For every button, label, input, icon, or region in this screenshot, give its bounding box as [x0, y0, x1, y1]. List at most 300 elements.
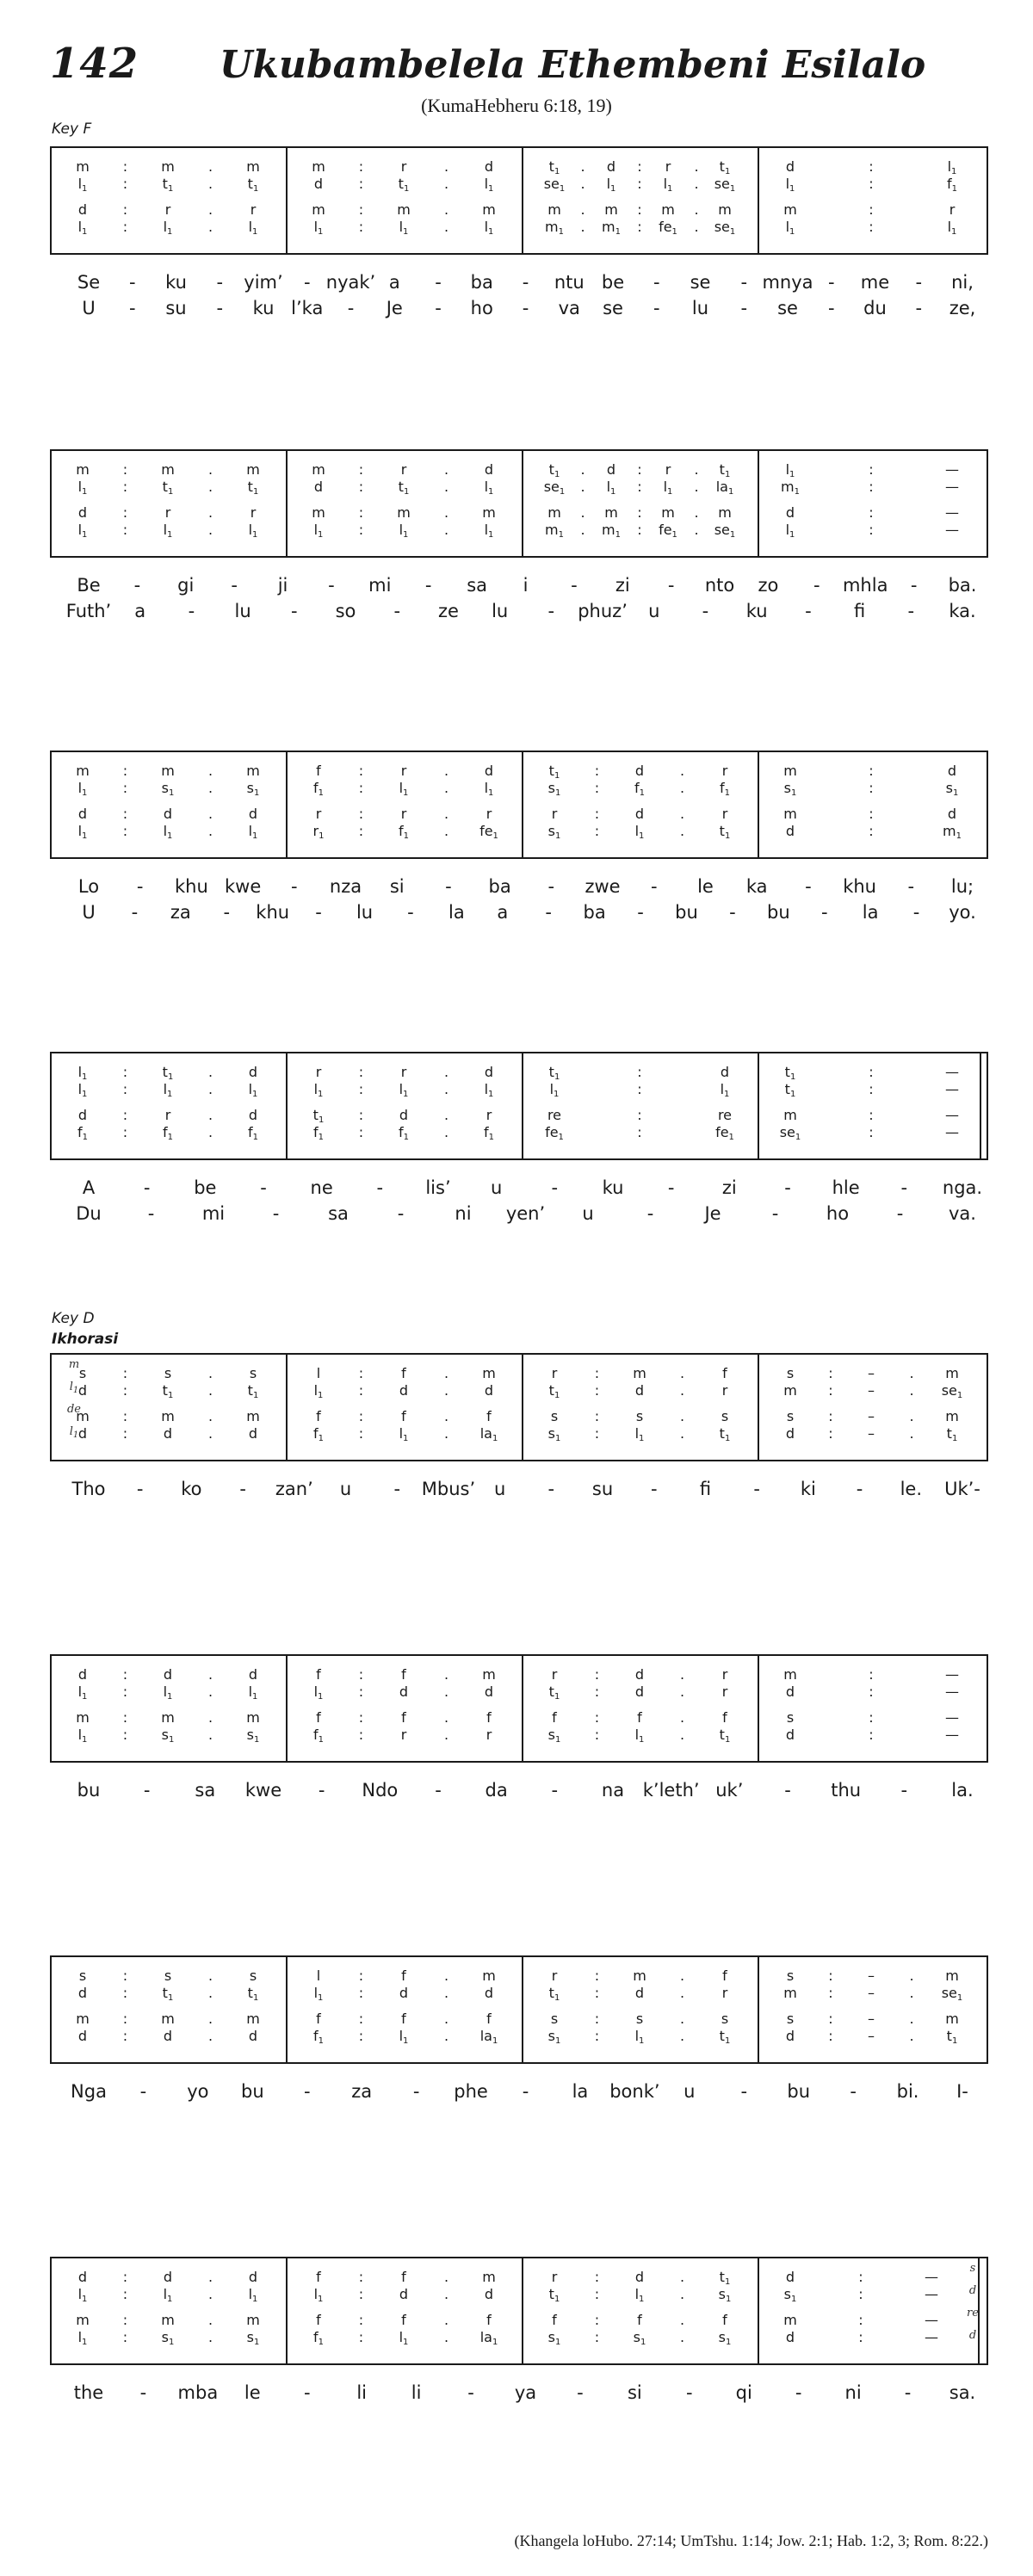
beat-mark: :: [637, 219, 642, 235]
solfa-note: r: [551, 1666, 558, 1683]
beat-mark: .: [694, 176, 699, 192]
beat-mark: :: [594, 1727, 600, 1743]
lyric-syllable: yo.: [949, 902, 976, 923]
solfa-note: $t_1$: [719, 823, 731, 841]
beat-mark: :: [869, 479, 874, 495]
voice-part-2: [286, 780, 522, 797]
lyric-syllable: mhla: [842, 575, 888, 596]
solfa-note: m: [397, 504, 411, 521]
beat-mark: :: [858, 2312, 863, 2328]
voice-part-4: [758, 2329, 985, 2346]
solfa-note: $se_1$: [714, 219, 736, 237]
beat-mark: :: [358, 158, 364, 175]
voice-part-1: [286, 1666, 522, 1683]
beat-mark: .: [207, 806, 213, 822]
solfa-note: $l_1$: [77, 176, 88, 194]
lyric-syllable: u: [491, 1177, 503, 1198]
lyric-syllable: ne: [310, 1177, 333, 1198]
beat-mark: .: [679, 780, 685, 796]
beat-mark: :: [122, 1382, 128, 1399]
lyric-syllable: ze: [437, 601, 459, 621]
solfa-note: s: [786, 2011, 795, 2027]
solfa-note: —: [945, 1727, 959, 1743]
solfa-note: $s_1$: [718, 2329, 732, 2347]
solfa-note: m: [397, 201, 411, 218]
score-system-4: [50, 1052, 988, 1160]
beat-mark: .: [694, 479, 699, 495]
solfa-note: r: [551, 1365, 558, 1381]
lyric-syllable: du: [863, 298, 887, 318]
solfa-note: m: [547, 504, 561, 521]
beat-mark: .: [909, 1382, 914, 1399]
lyric-syllable: mnya: [762, 272, 813, 293]
lyric-syllable: na: [601, 1780, 625, 1801]
lyric-syllable: lis’: [425, 1177, 451, 1198]
lyric-syllable: la: [572, 2081, 589, 2102]
modulation-mark: de: [66, 1403, 81, 1416]
solfa-note: $s_1$: [547, 2028, 561, 2046]
voice-part-1: [522, 2269, 758, 2286]
voice-part-3: [758, 201, 985, 219]
voice-part-3: [286, 2312, 522, 2329]
solfa-note: d: [77, 1666, 88, 1683]
solfa-note: $l_1$: [313, 522, 324, 540]
beat-mark: .: [443, 461, 449, 478]
lyric-syllable: fi: [853, 601, 866, 621]
lyric-syllable: su: [165, 298, 187, 318]
solfa-note: m: [246, 1709, 260, 1726]
syllable-hyphen: -: [435, 272, 442, 293]
beat-mark: :: [828, 1408, 833, 1424]
beat-mark: :: [869, 806, 874, 822]
beat-mark: :: [122, 1064, 128, 1080]
solfa-note: d: [248, 806, 258, 822]
score-system-7: [50, 1955, 988, 2064]
lyric-syllable: U: [82, 298, 96, 318]
voice-part-3: [758, 1408, 985, 1425]
solfa-note: m: [312, 504, 325, 521]
beat-mark: :: [594, 1709, 600, 1726]
solfa-note: $f_1$: [77, 1124, 88, 1142]
syllable-hyphen: -: [393, 1479, 401, 1499]
lyric-syllable: be: [194, 1177, 217, 1198]
solfa-note: d: [248, 1666, 258, 1683]
beat-mark: :: [122, 1985, 128, 2001]
voice-part-3: [50, 1408, 286, 1425]
solfa-note: $l_1$: [77, 1727, 88, 1745]
voice-part-2: [758, 1985, 985, 2002]
beat-mark: :: [594, 1382, 600, 1399]
voice-part-3: [50, 1709, 286, 1727]
beat-mark: :: [858, 2269, 863, 2285]
solfa-note: m: [547, 201, 561, 218]
solfa-note: d: [399, 1382, 409, 1399]
measure: [50, 449, 286, 558]
voice-part-3: [522, 2011, 758, 2028]
beat-mark: :: [869, 1107, 874, 1123]
syllable-hyphen: -: [143, 1780, 151, 1801]
beat-mark: .: [443, 823, 449, 839]
solfa-note: $l_1$: [399, 1081, 409, 1099]
score-system-1: [50, 146, 988, 255]
beat-mark: :: [637, 522, 642, 538]
solfa-note: $l_1$: [77, 479, 88, 497]
voice-part-3: [522, 201, 758, 219]
solfa-note: d: [399, 2286, 409, 2302]
beat-mark: :: [594, 2269, 600, 2285]
solfa-note: m: [661, 201, 675, 218]
solfa-note: d: [163, 1666, 173, 1683]
syllable-hyphen: -: [223, 902, 231, 923]
measure: [758, 751, 985, 859]
voice-part-2: [50, 1382, 286, 1399]
beat-mark: :: [122, 461, 128, 478]
beat-mark: :: [594, 2312, 600, 2328]
beat-mark: .: [909, 1985, 914, 2001]
lyric-syllable: khu: [175, 876, 208, 897]
voice-part-1: [50, 1064, 286, 1081]
beat-mark: .: [207, 1985, 213, 2001]
voice-part-4: [758, 1727, 985, 1744]
beat-mark: :: [122, 522, 128, 538]
solfa-note: r: [315, 806, 322, 822]
solfa-note: m: [482, 1968, 496, 1984]
beat-mark: :: [358, 1968, 364, 1984]
voice-part-1: [522, 1064, 758, 1081]
beat-mark: :: [358, 219, 364, 235]
syllable-hyphen: -: [784, 1780, 791, 1801]
beat-mark: :: [122, 2329, 128, 2345]
beat-mark: :: [122, 823, 128, 839]
voice-part-4: [758, 2028, 985, 2045]
syllable-hyphen: -: [522, 2081, 529, 2102]
syllable-hyphen: -: [315, 902, 322, 923]
voice-part-1: [286, 1968, 522, 1985]
beat-mark: .: [207, 2269, 213, 2285]
beat-mark: :: [869, 823, 874, 839]
beat-mark: :: [358, 2312, 364, 2328]
lyric-syllable: bi.: [896, 2081, 919, 2102]
solfa-note: d: [785, 2269, 795, 2285]
beat-mark: :: [358, 806, 364, 822]
voice-part-1: [50, 763, 286, 780]
measure: [286, 1654, 522, 1763]
beat-mark: :: [358, 1107, 364, 1123]
solfa-note: s: [635, 1408, 644, 1424]
beat-mark: :: [594, 2028, 600, 2044]
measure: [50, 1955, 286, 2064]
lyric-syllable: qi: [735, 2382, 752, 2403]
beat-mark: :: [594, 2329, 600, 2345]
solfa-note: $t_1$: [162, 1064, 174, 1082]
syllable-hyphen: -: [547, 601, 555, 621]
beat-mark: :: [358, 763, 364, 779]
lyric-syllable: lu: [691, 298, 709, 318]
measure: [50, 146, 286, 255]
solfa-note: $l_1$: [634, 2286, 645, 2304]
solfa-note: $l_1$: [484, 176, 494, 194]
solfa-note: s: [635, 2011, 644, 2027]
beat-mark: .: [207, 1365, 213, 1381]
solfa-note: $la_1$: [479, 2028, 498, 2046]
solfa-note: f: [401, 2269, 406, 2285]
solfa-note: $t_1$: [247, 1382, 259, 1400]
solfa-note: –: [868, 2011, 875, 2027]
solfa-note: d: [785, 158, 795, 175]
solfa-note: m: [161, 1709, 175, 1726]
solfa-note: d: [785, 2329, 795, 2345]
syllable-hyphen: -: [910, 575, 918, 596]
beat-mark: .: [207, 201, 213, 218]
lyric-syllable: mi: [201, 1203, 226, 1224]
solfa-note: —: [925, 2312, 938, 2328]
solfa-note: $f_1$: [312, 1124, 324, 1142]
voice-part-1: [50, 1666, 286, 1683]
solfa-note: $se_1$: [543, 479, 566, 497]
measure: [522, 146, 758, 255]
solfa-note: –: [868, 1968, 875, 1984]
beat-mark: :: [122, 1107, 128, 1123]
beat-mark: .: [443, 504, 449, 521]
measure: [286, 2257, 522, 2365]
beat-mark: .: [679, 1985, 685, 2001]
syllable-hyphen: -: [915, 272, 923, 293]
voice-part-3: [286, 1408, 522, 1425]
beat-mark: .: [207, 1081, 213, 1097]
solfa-note: r: [400, 806, 407, 822]
voice-part-3: [286, 806, 522, 823]
beat-mark: :: [358, 2028, 364, 2044]
beat-mark: .: [443, 1408, 449, 1424]
solfa-note: $t_1$: [946, 2028, 958, 2046]
solfa-note: d: [785, 2028, 795, 2044]
lyric-syllable: u: [493, 1479, 506, 1499]
voice-part-3: [522, 806, 758, 823]
solfa-note: $f_1$: [162, 1124, 173, 1142]
syllable-hyphen: -: [740, 2081, 748, 2102]
beat-mark: .: [207, 1124, 213, 1140]
lyric-syllable: bu: [240, 2081, 264, 2102]
beat-mark: :: [122, 1709, 128, 1726]
solfa-note: $t_1$: [719, 2028, 731, 2046]
solfa-note: $se_1$: [941, 1985, 963, 2003]
solfa-note: m: [76, 158, 90, 175]
solfa-note: r: [400, 1727, 407, 1743]
solfa-note: $s_1$: [161, 780, 175, 798]
lyric-syllable: mi: [368, 575, 392, 596]
voice-part-4: [50, 1124, 286, 1141]
syllable-hyphen: -: [637, 902, 644, 923]
solfa-note: $s_1$: [161, 2329, 175, 2347]
solfa-note: $s_1$: [547, 780, 561, 798]
solfa-note: m: [312, 158, 325, 175]
lyric-syllable: ka.: [949, 601, 976, 621]
solfa-note: $s_1$: [945, 780, 959, 798]
lyric-syllable: u: [684, 2081, 696, 2102]
beat-mark: :: [358, 1365, 364, 1381]
solfa-note: r: [164, 201, 171, 218]
beat-mark: .: [443, 176, 449, 192]
solfa-note: r: [721, 806, 728, 822]
beat-mark: .: [679, 1727, 685, 1743]
voice-part-1: [522, 1365, 758, 1382]
solfa-note: m: [633, 1365, 646, 1381]
beat-mark: :: [869, 1666, 874, 1683]
voice-part-2: [286, 2286, 522, 2303]
lyric-syllable: Du: [76, 1203, 102, 1224]
lyric-line-6-1: [50, 1780, 997, 1806]
beat-mark: :: [594, 806, 600, 822]
syllable-hyphen: -: [900, 1780, 908, 1801]
lyric-syllable: va: [558, 298, 580, 318]
beat-mark: :: [869, 219, 874, 235]
solfa-note: d: [634, 1985, 645, 2001]
lyric-syllable: U: [82, 902, 96, 923]
solfa-note: d: [163, 2028, 173, 2044]
beat-mark: .: [443, 1709, 449, 1726]
solfa-note: $l_1$: [399, 2028, 409, 2046]
syllable-hyphen: -: [231, 575, 238, 596]
beat-mark: .: [207, 1727, 213, 1743]
beat-mark: .: [694, 201, 699, 218]
beat-mark: :: [594, 763, 600, 779]
solfa-note: f: [722, 1365, 727, 1381]
voice-part-2: [286, 479, 522, 496]
solfa-note: $fe_1$: [545, 1124, 564, 1142]
beat-mark: :: [869, 780, 874, 796]
beat-mark: .: [679, 763, 685, 779]
lyric-syllable: ba: [470, 272, 493, 293]
syllable-hyphen: -: [896, 1203, 904, 1224]
lyric-syllable: su: [591, 1479, 614, 1499]
solfa-note: m: [161, 461, 175, 478]
beat-mark: .: [679, 2269, 685, 2285]
solfa-note: –: [868, 2028, 875, 2044]
lyric-syllable: hle: [832, 1177, 860, 1198]
lyric-syllable: le: [244, 2382, 261, 2403]
beat-mark: .: [207, 219, 213, 235]
beat-mark: .: [679, 2286, 685, 2302]
beat-mark: .: [207, 479, 213, 495]
lyric-syllable: me: [860, 272, 890, 293]
solfa-note: $se_1$: [779, 1124, 801, 1142]
syllable-hyphen: -: [827, 272, 835, 293]
solfa-note: s: [164, 1968, 172, 1984]
solfa-note: re: [717, 1107, 733, 1123]
syllable-hyphen: -: [216, 298, 224, 318]
beat-mark: .: [207, 763, 213, 779]
solfa-note: m: [312, 201, 325, 218]
solfa-note: r: [400, 1064, 407, 1080]
beat-mark: .: [694, 158, 699, 175]
beat-mark: .: [580, 461, 585, 478]
hymn-number: 142: [50, 40, 139, 88]
solfa-note: s: [550, 2011, 559, 2027]
measure: [758, 146, 985, 255]
solfa-note: r: [250, 504, 257, 521]
solfa-note: f: [401, 1408, 406, 1424]
beat-mark: :: [869, 504, 874, 521]
solfa-note: $s_1$: [547, 1425, 561, 1443]
beat-mark: .: [694, 522, 699, 538]
lyric-syllable: la.: [951, 1780, 974, 1801]
solfa-note: f: [401, 2011, 406, 2027]
solfa-note: r: [551, 806, 558, 822]
solfa-note: m: [482, 201, 496, 218]
solfa-note: f: [486, 1408, 492, 1424]
beat-mark: .: [909, 1408, 914, 1424]
solfa-note: f: [401, 1709, 406, 1726]
voice-part-4: [50, 1425, 286, 1442]
voice-part-1: [758, 1064, 985, 1081]
lyric-syllable: ya: [514, 2382, 537, 2403]
beat-mark: .: [580, 176, 585, 192]
voice-part-2: [286, 1081, 522, 1098]
solfa-note: $l_1$: [720, 1081, 730, 1099]
solfa-note: s: [721, 2011, 729, 2027]
solfa-note: $m_1$: [943, 823, 962, 841]
beat-mark: :: [122, 479, 128, 495]
voice-part-4: [522, 1425, 758, 1442]
syllable-hyphen: -: [571, 575, 578, 596]
beat-mark: :: [358, 2329, 364, 2345]
solfa-note: $t_1$: [162, 1985, 174, 2003]
beat-mark: .: [679, 1709, 685, 1726]
voice-part-2: [758, 1081, 985, 1098]
beat-mark: .: [443, 1107, 449, 1123]
beat-mark: :: [122, 1666, 128, 1683]
solfa-note: s: [786, 1408, 795, 1424]
score-system-8: [50, 2257, 988, 2365]
solfa-note: —: [945, 1107, 959, 1123]
lyric-line-7-1: [50, 2081, 997, 2107]
lyric-syllable: ho: [470, 298, 493, 318]
solfa-note: d: [484, 1683, 494, 1700]
solfa-note: $l_1$: [163, 522, 173, 540]
solfa-note: d: [163, 2269, 173, 2285]
lyric-syllable: se: [777, 298, 798, 318]
syllable-hyphen: -: [856, 1479, 863, 1499]
beat-mark: :: [122, 1425, 128, 1442]
lyric-line-1-1: [50, 272, 997, 298]
syllable-hyphen: -: [667, 575, 675, 596]
solfa-note: d: [77, 1425, 88, 1442]
lyric-line-5-1: [50, 1479, 997, 1504]
beat-mark: .: [207, 1683, 213, 1700]
voice-part-3: [286, 1107, 522, 1124]
solfa-note: m: [246, 158, 260, 175]
lyric-syllable: ku: [252, 298, 275, 318]
syllable-hyphen: -: [729, 902, 736, 923]
syllable-hyphen: -: [397, 1203, 405, 1224]
beat-mark: .: [679, 806, 685, 822]
beat-mark: :: [594, 1968, 600, 1984]
beat-mark: :: [358, 1124, 364, 1140]
beat-mark: :: [358, 201, 364, 218]
solfa-note: d: [484, 461, 494, 478]
syllable-hyphen: -: [740, 298, 748, 318]
syllable-hyphen: -: [424, 575, 432, 596]
beat-mark: :: [358, 1408, 364, 1424]
lyric-syllable: a: [497, 902, 509, 923]
solfa-note: f: [316, 2312, 321, 2328]
solfa-note: m: [718, 504, 732, 521]
solfa-note: m: [246, 2312, 260, 2328]
beat-mark: .: [679, 2329, 685, 2345]
syllable-hyphen: -: [260, 1177, 267, 1198]
solfa-note: $l_1$: [399, 219, 409, 237]
lyric-syllable: zwe: [585, 876, 621, 897]
